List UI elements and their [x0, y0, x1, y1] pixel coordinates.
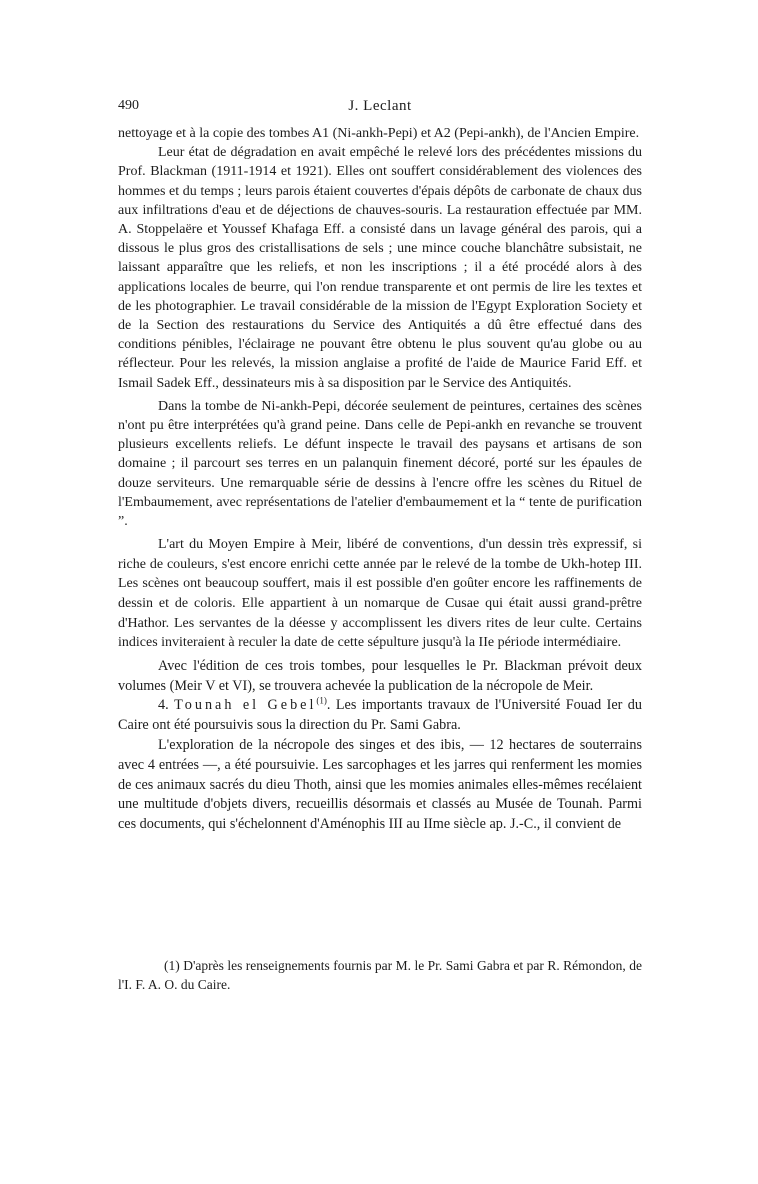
- paragraph-2: Leur état de dégradation en avait empêché le relevé lors des précédentes missions du Prof. Blackman (1911-1914 et 1921). Elles ont souffert considérablement des violences des hommes et du temps ; leurs parois étaient couvertes d'épais dépôts de carbonate de chaux dus aux infiltrations d'eau et de déjections de chauves-souris. La restauration effectuée par MM. A. Stoppelaëre et Youssef Khafaga Eff. a consisté dans un lavage général des parois, qui a dissous le plus gros des cristallisations de sels ; une mince couche blanchâtre subsistait, ne laissant apparaître que les reliefs, et non les inscriptions ; il a été procédé alors à des applications locales de beurre, qui l'on rendue transparente et ont permis de lire les textes et de les photographier. Le travail considérable de la mission de l'Egypt Exploration Society et de la Section des restaurations du Service des Antiquités a dû être effectué dans des conditions pénibles, l'éclairage ne pouvant être obtenu le plus souvent qu'au globe ou au réflecteur. Pour les relevés, la mission anglaise a profité de l'aide de Maurice Farid Eff. et Ismail Sadek Eff., dessinateurs mis à sa disposition par le Service des Antiquités.: [118, 145, 642, 391]
- page-number: 490: [118, 98, 139, 113]
- footnote: (1) D'après les renseignements fournis par M. le Pr. Sami Gabra et par R. Rémondon, de l'I. F. A. O. du Caire.: [118, 958, 642, 992]
- paragraph-3: Dans la tombe de Ni-ankh-Pepi, décorée seulement de peintures, certaines des scènes n'ont pu être interprétées qu'à grand peine. Dans celle de Pepi-ankh en revanche se trouvent plusieurs excellents reliefs. Le défunt inspecte le travail des paysans et artisans de son domaine ; il parcourt ses terres en un palanquin finement décoré, porté sur les épaules de douze serviteurs. Une remarquable série de dessins à l'encre offre les scènes du Rituel de l'Embaumement, avec représentations de l'atelier d'embaumement et la “ tente de purification ”.: [118, 398, 642, 530]
- paragraph-5: Avec l'édition de ces trois tombes, pour lesquelles le Pr. Blackman prévoit deux volumes (Meir V et VI), se trouvera achevée la publication de la nécropole de Meir.: [118, 657, 642, 694]
- paragraph-1: nettoyage et à la copie des tombes A1 (Ni-ankh-Pepi) et A2 (Pepi-ankh), de l'Ancien Empire.: [118, 126, 640, 141]
- section-place: Tounah el Gebel: [174, 697, 317, 714]
- body-text: [118, 124, 642, 835]
- section-4-paragraph: [118, 696, 642, 736]
- paragraph-final: L'exploration de la nécropole des singes et des ibis, — 12 hectares de souterrains avec 4 entrées —, a été poursuivie. Les sarcophages et les jarres qui renferment les momies de ces animaux sacrés du dieu Thoth, ainsi que les momies animales elles-mêmes recélaient une multitude d'objets divers, recueillis désormais et classés au Musée de Tounah. Parmi ces documents, qui s'échelonnent d'Aménophis III au IIme siècle ap. J.-C., il convient de: [118, 737, 642, 833]
- footnote-ref: (1): [316, 695, 327, 706]
- running-title: J. Leclant: [348, 98, 412, 114]
- running-head: [118, 98, 642, 120]
- section-number: 4.: [158, 697, 169, 714]
- section-4-text: . Les importants travaux de l'Université Fouad Ier du Caire ont été poursuivis sous la direction du Pr. Sami Gabra.: [118, 697, 642, 734]
- paragraph-4: L'art du Moyen Empire à Meir, libéré de conventions, d'un dessin très expressif, si riche de couleurs, s'est encore enrichi cette année par le relevé de la tombe de Ukh-hotep III. Les scènes ont beaucoup souffert, mais il est possible d'en goûter encore les raffinements de dessin et de coloris. Elle appartient à un nomarque de Cusae qui était aussi grand-prêtre d'Hathor. Les servantes de la déesse y accomplissent les divers rites de leur culte. Certains indices inviteraient à reculer la date de cette sépulture jusqu'à la IIe période intermédiaire.: [118, 537, 642, 651]
